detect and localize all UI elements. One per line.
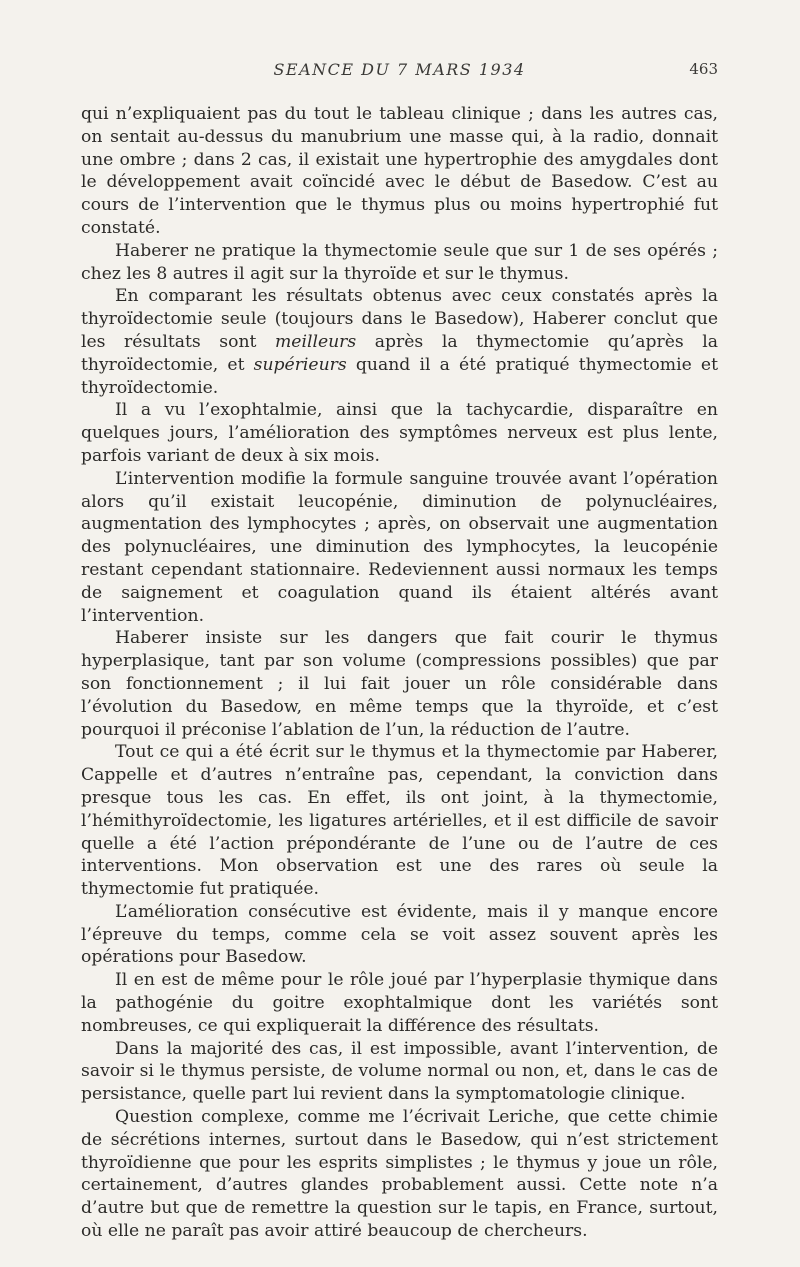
paragraph-persistence: Dans la majorité des cas, il est impossible, avant l’intervention, de savoir si le thymus persiste, de volume normal ou non, et, dans le cas de persistance, quelle part lui revient dans la symptomatologie clinique. bbox=[81, 1038, 718, 1105]
paragraph-thymus-dangers: Haberer insiste sur les dangers que fait courir le thymus hyperplasique, tant par son volume (compressions possibles) que par son fonctionnement ; il lui fait jouer un rôle considérable dans l’évolution du Basedow, en même temps que la thyroïde, et c’est pourquoi il préconise l’ablation de l’un, la réduction de l’autre. bbox=[81, 628, 718, 740]
paragraph-blood-formula: L’intervention modifie la formule sanguine trouvée avant l’opération alors qu’il existait leucopénie, diminution de polynucléaires, augmentation des lymphocytes ; après, on observait une augmentation des polynucléaires, une diminution des lymphocytes, la leucopénie restant cependant stationnaire. Redeviennent aussi normaux les temps de saignement et coagulation quand ils étaient altérés avant l’intervention. bbox=[81, 468, 718, 626]
paragraph-continuation: qui n’expliquaient pas du tout le tableau clinique ; dans les autres cas, on sentait au-dessus du manubrium une masse qui, à la radio, donnait une ombre ; dans 2 cas, il existait une hypertrophie des amygdales dont le développement avait coïncidé avec le début de Basedow. C’est au cours de l’intervention que le thymus plus ou moins hypertrophié fut constaté. bbox=[81, 104, 718, 238]
emphasis-superieurs: supérieurs bbox=[253, 354, 347, 375]
paragraph-text: quand il a été pratiqué thymectomie et thyroïdectomie. bbox=[81, 354, 718, 398]
paragraph-literature-review: Tout ce qui a été écrit sur le thymus et la thymectomie par Haberer, Cappelle et d’autres n’entraîne pas, cependant, la conviction dans presque tous les cas. En effet, ils ont joint, à la thymectomie, l’hémithyroïdectomie, les ligatures artérielles, et il est difficile de savoir quelle a été l’action prépondérante de l’une ou de l’autre de ces interventions. Mon observation est une des rares où seule la thymectomie fut pratiquée. bbox=[81, 742, 718, 900]
paragraph-results-comparison bbox=[81, 285, 718, 399]
paragraph-text: après la thymectomie qu’après la thyroïdectomie, et bbox=[81, 331, 718, 375]
paragraph-improvement: L’amélioration consécutive est évidente, mais il y manque encore l’épreuve du temps, comme cela se voit assez souvent après les opérations pour Basedow. bbox=[81, 901, 718, 968]
paragraph-exophthalmia: Il a vu l’exophtalmie, ainsi que la tachycardie, disparaître en quelques jours, l’amélioration des symptômes nerveux est plus lente, parfois variant de deux à six mois. bbox=[81, 400, 718, 466]
running-header bbox=[81, 60, 718, 84]
header-title: SEANCE DU 7 MARS 1934 bbox=[273, 60, 526, 79]
paragraph-conclusion: Question complexe, comme me l’écrivait Leriche, que cette chimie de sécrétions internes, surtout dans le Basedow, qui n’est strictement thyroïdienne que pour les esprits simplistes ; le thymus y joue un rôle, certainement, d’autres glandes probablement aussi. Cette note n’a d’autre but que de remettre la question sur le tapis, en France, surtout, où elle ne paraît pas avoir attiré beaucoup de chercheurs. bbox=[81, 1107, 718, 1242]
body-text bbox=[81, 103, 718, 1243]
paragraph-haberer-practice: Haberer ne pratique la thymectomie seule que sur 1 de ses opérés ; chez les 8 autres il agit sur la thyroïde et sur le thymus. bbox=[81, 240, 718, 284]
page-number: 463 bbox=[689, 60, 718, 78]
emphasis-meilleurs: meilleurs bbox=[274, 331, 357, 352]
paragraph-pathogenesis: Il en est de même pour le rôle joué par l’hyperplasie thymique dans la pathogénie du goitre exophtalmique dont les variétés sont nombreuses, ce qui expliquerait la différence des résultats. bbox=[81, 970, 718, 1036]
paragraph-text: En comparant les résultats obtenus avec ceux constatés après la thyroïdectomie seule (toujours dans le Basedow), Haberer conclut que les résultats sont bbox=[81, 286, 718, 352]
